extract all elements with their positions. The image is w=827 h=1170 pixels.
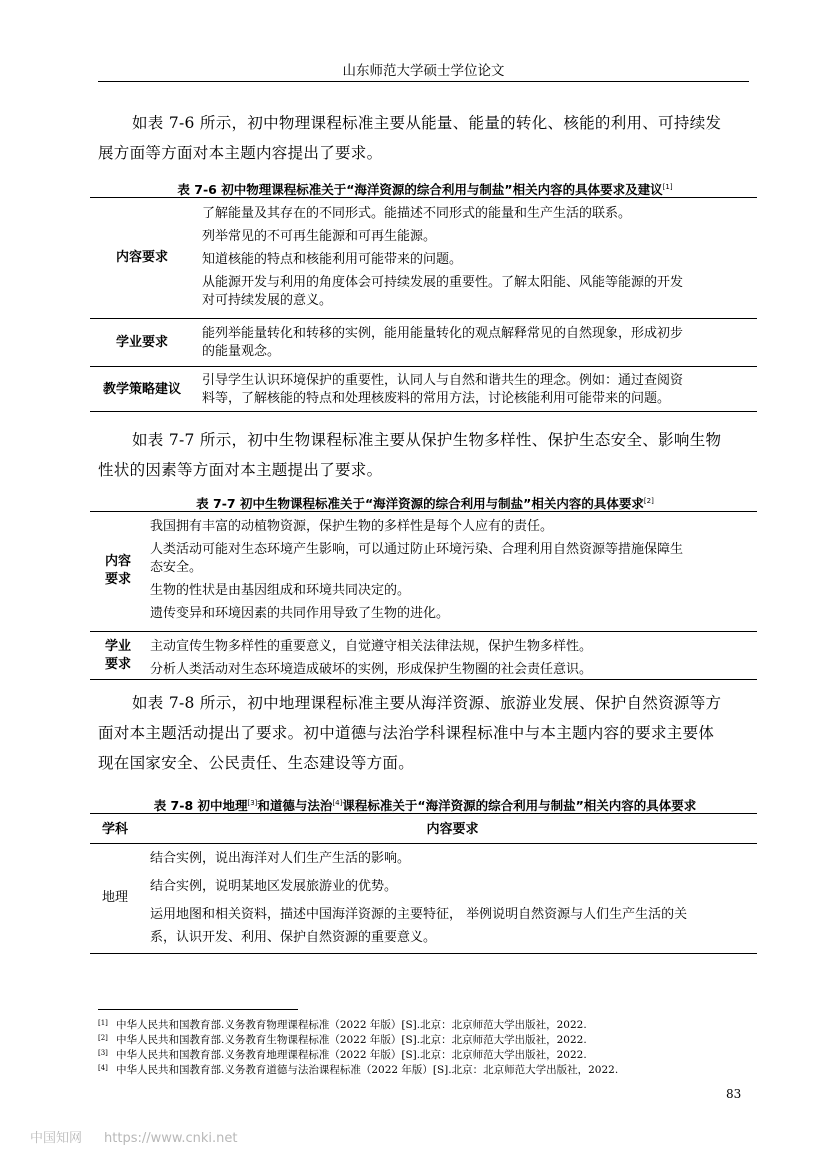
footnote — [98, 1033, 758, 1048]
cell-line: 对可持续发展的意义。 — [202, 293, 333, 308]
cell-line: 从能源开发与利用的角度体会可持续发展的重要性。了解太阳能、风能等能源的开发 — [202, 275, 684, 290]
footnote-text: 中华人民共和国教育部.义务教育生物课程标准（2022 年版）[S].北京：北京师范大学出版社，2022. — [116, 1034, 587, 1046]
table-7-7-top-rule — [90, 511, 757, 512]
page-number: 83 — [726, 1087, 742, 1101]
table-7-7-bottom-rule — [90, 679, 757, 680]
table-7-7-row-content — [150, 638, 755, 679]
cell-line: 的能量观念。 — [202, 344, 281, 359]
table-7-6-caption: 表 7-6 初中物理课程标准关于“海洋资源的综合利用与制盐”相关内容的具体要求及建议[1] — [177, 182, 673, 198]
paragraph-3 — [98, 688, 749, 778]
table-7-8-top-rule — [90, 813, 757, 814]
running-header: 山东师范大学硕士学位论文 — [342, 63, 505, 79]
paragraph-line: 如表 7-7 所示，初中生物课程标准主要从保护生物多样性、保护生态安全、影响生物 — [132, 431, 722, 449]
cell-line: 引导学生认识环境保护的重要性，认同人与自然和谐共生的理念。例如：通过查阅资 — [202, 373, 684, 388]
footnote-mark: [4] — [98, 1064, 108, 1072]
table-7-7-row-label — [92, 634, 144, 678]
footnote — [98, 1063, 758, 1078]
footnote-text: 中华人民共和国教育部.义务教育道德与法治课程标准（2022 年版）[S].北京：北京师范大学出版社，2022. — [116, 1064, 619, 1076]
cell-line: 我国拥有丰富的动植物资源，保护生物的多样性是每个人应有的责任。 — [150, 519, 554, 534]
paragraph-line: 现在国家安全、公民责任、生态建设等方面。 — [98, 754, 415, 772]
cell-line: 分析人类活动对生态环境造成破坏的实例，形成保护生物圈的社会责任意识。 — [150, 662, 593, 677]
row-label-line: 要求 — [104, 657, 131, 672]
footnote-text: 中华人民共和国教育部.义务教育地理课程标准（2022 年版）[S].北京：北京师范大学出版社，2022. — [116, 1049, 587, 1061]
cell-line: 知道核能的特点和核能利用可能带来的问题。 — [202, 252, 463, 267]
table-7-7-caption: 表 7-7 初中生物课程标准关于“海洋资源的综合利用与制盐”相关内容的具体要求[2] — [196, 496, 654, 512]
cell-line: 人类活动可能对生态环境产生影响，可以通过防止环境污染、合理利用自然资源等措施保障生 — [150, 542, 684, 557]
cell-line: 结合实例，说明某地区发展旅游业的优势。 — [150, 879, 398, 894]
table-7-6-row-rule — [90, 366, 757, 367]
table-7-8-bottom-rule — [90, 953, 757, 954]
table-7-6-row-rule — [90, 318, 757, 319]
table-7-7-row-rule — [90, 631, 757, 632]
footnote-text: 中华人民共和国教育部.义务教育物理课程标准（2022 年版）[S].北京：北京师范大学出版社，2022. — [116, 1019, 587, 1031]
table-7-8-row-content — [150, 850, 755, 947]
table-7-7-row-content — [150, 518, 755, 623]
row-label-line: 内容 — [104, 554, 131, 569]
table-7-8-header-rule — [90, 843, 757, 844]
table-7-8-header-subject: 学科 — [101, 822, 128, 837]
header-rule — [98, 81, 749, 82]
paragraph-line: 面对本主题活动提出了要求。初中道德与法治学科课程标准中与本主题内容的要求主要体 — [98, 724, 715, 742]
cnki-watermark — [30, 1127, 259, 1146]
cell-line: 运用地图和相关资料，描述中国海洋资源的主要特征， 举例说明自然资源与人们生产生活的关 — [150, 907, 688, 922]
table-7-8-header-content: 内容要求 — [426, 822, 479, 837]
footnote — [98, 1048, 758, 1063]
watermark-url: https://www.cnki.net — [104, 1131, 238, 1146]
cell-line: 料等，了解核能的特点和处理核废料的常用方法，讨论核能利用可能带来的问题。 — [202, 391, 671, 406]
footnote-mark: [3] — [98, 1049, 108, 1057]
cell-line: 列举常见的不可再生能源和可再生能源。 — [202, 229, 437, 244]
table-7-6-row-content — [202, 205, 752, 310]
footnote-mark: [2] — [98, 1034, 108, 1042]
cell-line: 了解能量及其存在的不同形式。能描述不同形式的能量和生产生活的联系。 — [202, 206, 632, 221]
watermark-brand: 中国知网 — [30, 1131, 83, 1146]
row-label-line: 学业 — [104, 639, 131, 654]
cell-line: 结合实例，说出海洋对人们生产生活的影响。 — [150, 851, 411, 866]
paragraph-line: 展方面等方面对本主题内容提出了要求。 — [98, 144, 383, 162]
footnote-rule — [98, 1009, 298, 1010]
cell-line: 系，认识开发、利用、保护自然资源的重要意义。 — [150, 930, 437, 945]
table-7-6-row-content — [202, 325, 752, 361]
table-7-6-row-label: 学业要求 — [115, 335, 168, 350]
paragraph-line: 如表 7-8 所示，初中地理课程标准主要从海洋资源、旅游业发展、保护自然资源等方 — [132, 694, 722, 712]
table-7-6-row-label: 教学策略建议 — [102, 382, 181, 397]
table-7-6-bottom-rule — [90, 411, 757, 412]
footnotes — [98, 1018, 758, 1078]
cell-line: 能列举能量转化和转移的实例，能用能量转化的观点解释常见的自然现象，形成初步 — [202, 326, 684, 341]
table-7-8-caption: 表 7-8 初中地理[3]和道德与法治[4]课程标准关于“海洋资源的综合利用与制盐”相关内容的具体要求 — [153, 798, 697, 814]
paragraph-line: 如表 7-6 所示，初中物理课程标准主要从能量、能量的转化、核能的利用、可持续发 — [132, 114, 722, 132]
cell-line: 主动宣传生物多样性的重要意义，自觉遵守相关法律法规，保护生物多样性。 — [150, 639, 593, 654]
cell-line: 生物的性状是由基因组成和环境共同决定的。 — [150, 583, 411, 598]
footnote — [98, 1018, 758, 1033]
footnote-mark: [1] — [98, 1019, 108, 1027]
table-7-7-row-label — [92, 514, 144, 628]
row-label-line: 要求 — [104, 572, 131, 587]
table-7-6-top-rule — [90, 197, 757, 198]
table-7-6-row-label: 内容要求 — [115, 250, 168, 265]
paragraph-line: 性状的因素等方面对本主题提出了要求。 — [98, 461, 383, 479]
table-7-8-row-label: 地理 — [101, 890, 128, 905]
cell-line: 态安全。 — [150, 560, 203, 575]
paragraph-2 — [98, 425, 749, 485]
cell-line: 遗传变异和环境因素的共同作用导致了生物的进化。 — [150, 606, 450, 621]
table-7-6-row-content — [202, 372, 752, 408]
paragraph-1 — [98, 108, 749, 168]
